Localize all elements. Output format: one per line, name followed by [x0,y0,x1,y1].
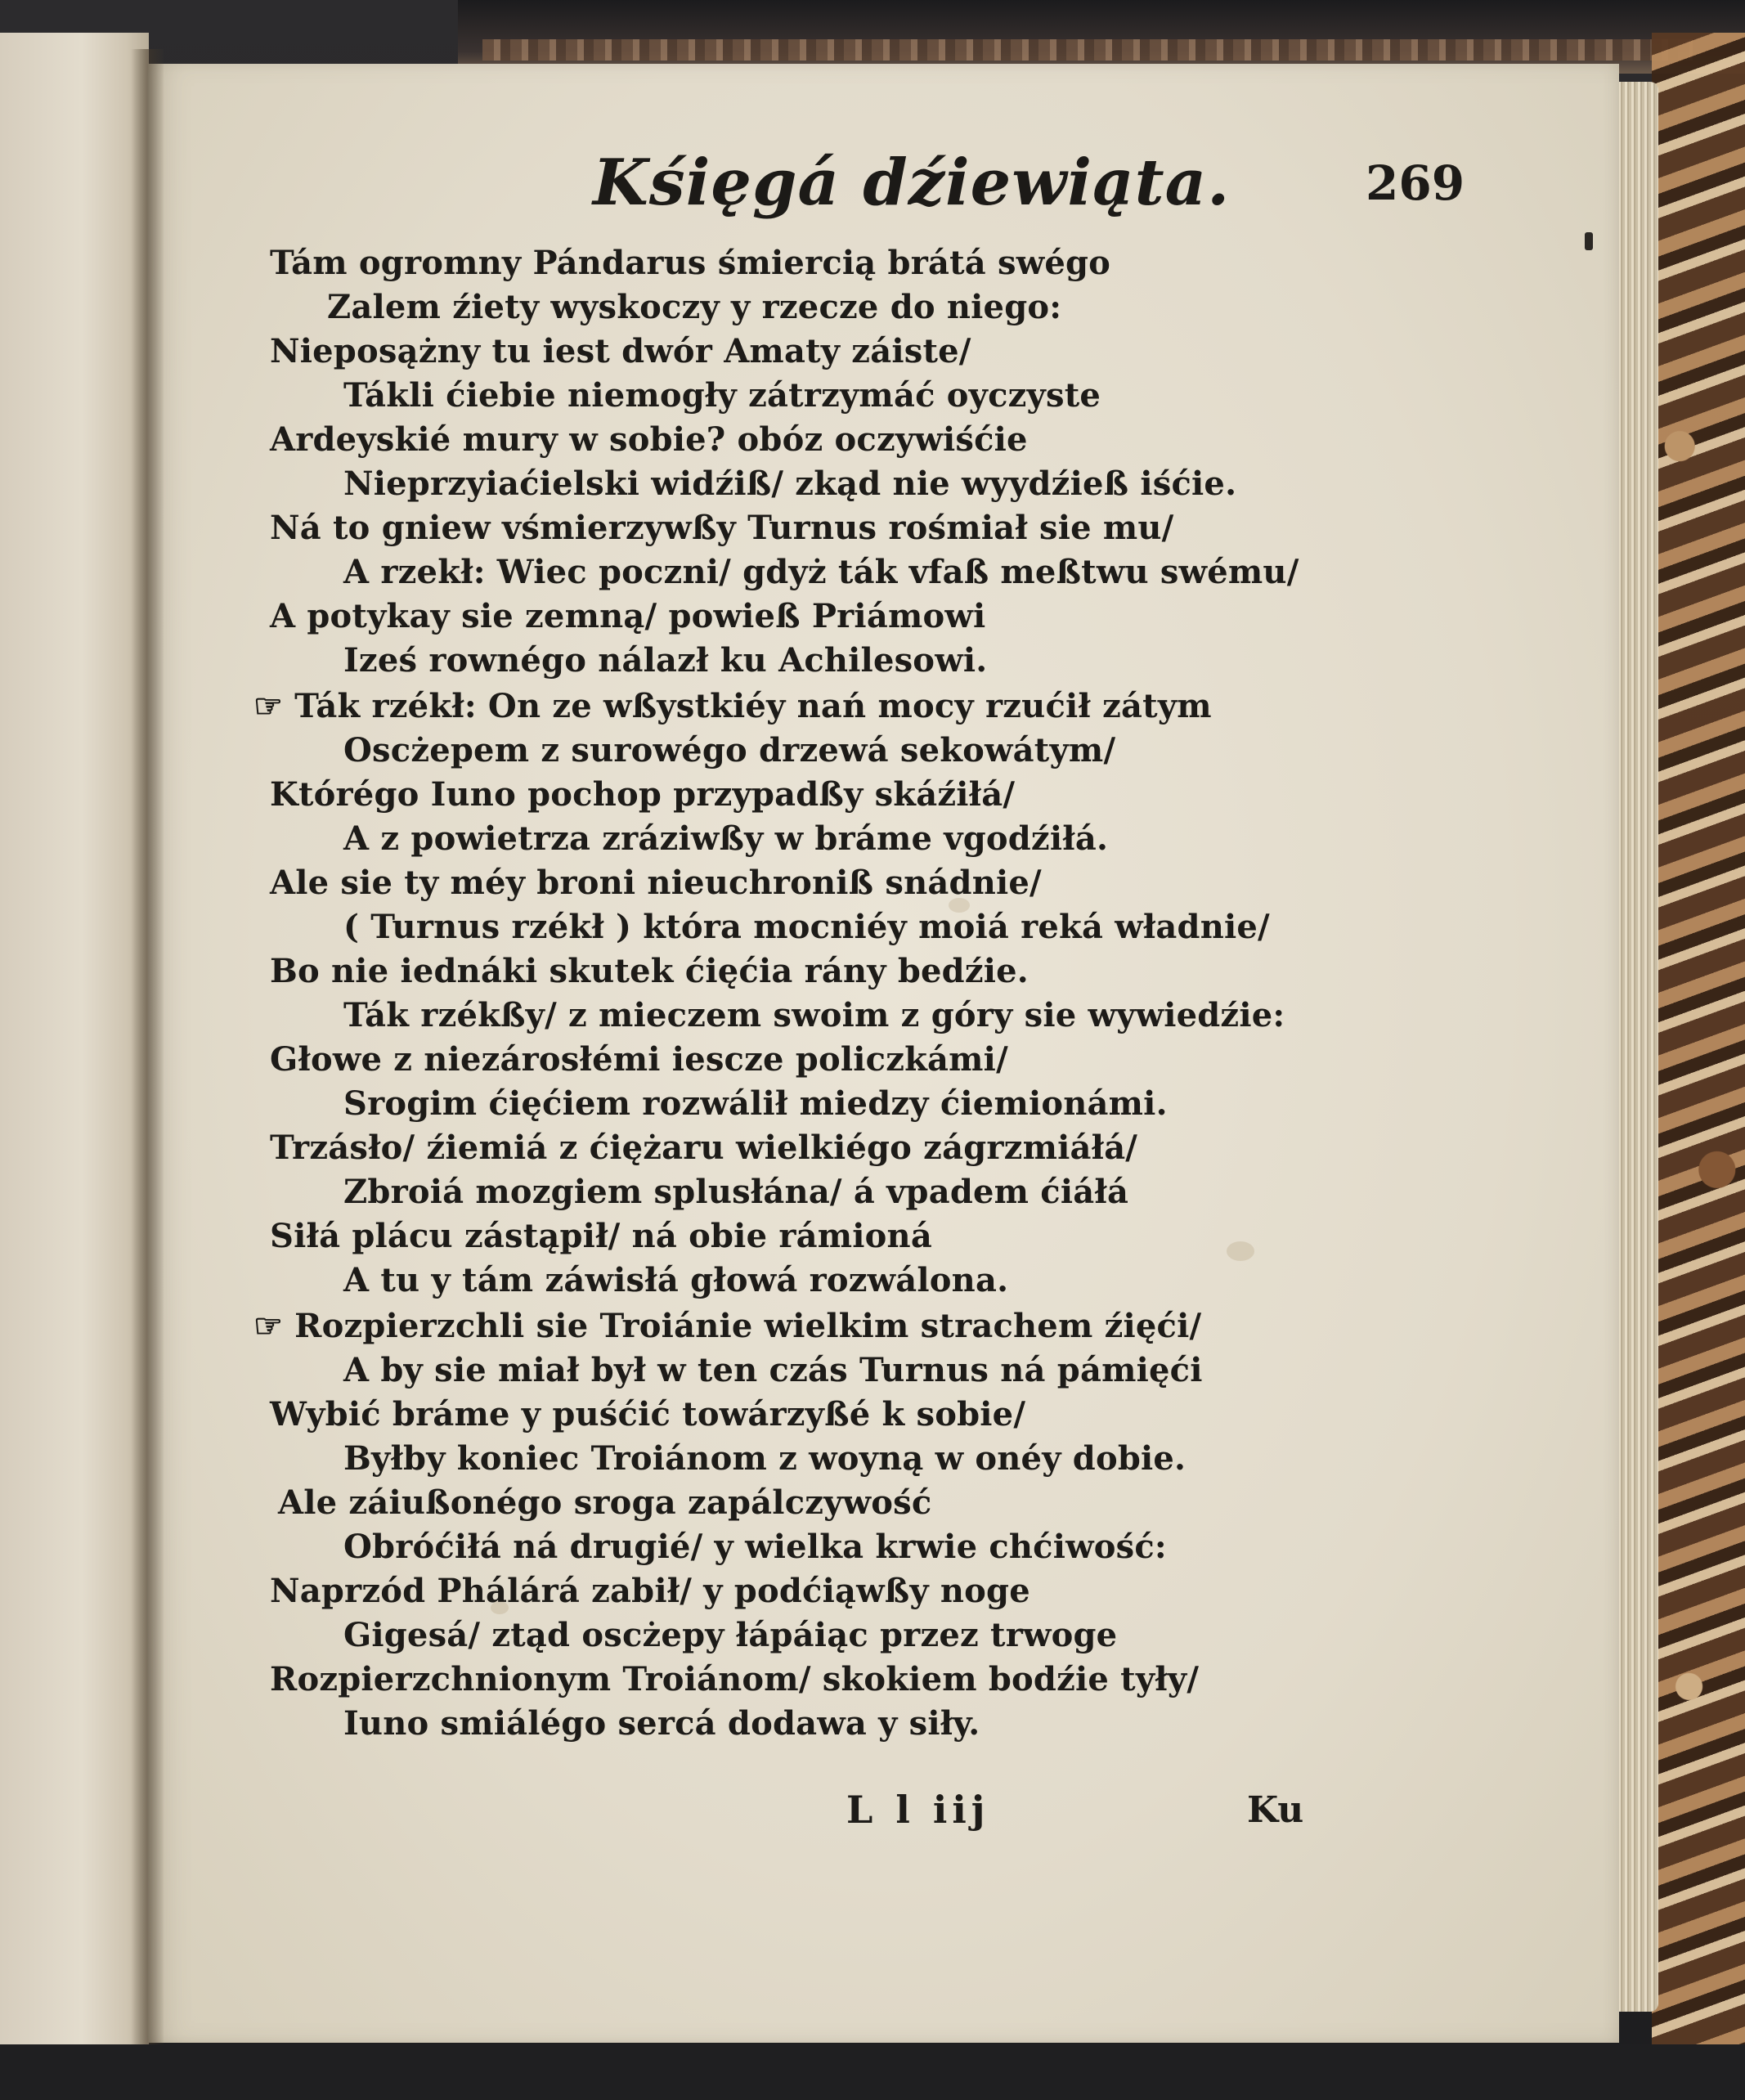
facing-page-left [0,33,149,2053]
verse-line: A rzekł: Wiec poczni/ gdyż ták vfaß meßtwu swému/ [343,553,1299,591]
verse-line: Zbroiá mozgiem splusłána/ á vpadem ćiáłá [343,1173,1129,1211]
verse-line: Naprzód Phálárá zabił/ y podćiąwßy noge [270,1572,1030,1610]
verse-line: A potykay sie zemną/ powieß Priámowi [270,597,986,635]
verse-line: Ale záiußonégo sroga zapálczywość [278,1483,932,1522]
scan-bottom-background [0,2044,1745,2100]
verse-line: Ná to gniew vśmierzywßy Turnus rośmiał sie mu/ [270,509,1174,547]
verse-line: Ale sie ty méy broni nieuchroniß snádnie/ [270,864,1042,902]
verse-line: Bo nie iednáki skutek ćięćia rány bedźie. [270,952,1029,990]
verse-line: Siłá plácu zástąpił/ ná obie rámioná [270,1217,932,1255]
verse-line: Nieprzyiaćielski widźiß/ zkąd nie wyydźieß iśćie. [343,464,1237,503]
signature-mark: L l iij [846,1788,990,1832]
gutter-shadow [131,49,164,2044]
verse-line: Ardeyskié mury w sobie? obóz oczywiśćie [270,420,1028,459]
verse-line: Wybić bráme y puśćić towárzyßé k sobie/ [270,1395,1026,1434]
verse-line: A tu y tám záwisłá głowá rozwálona. [343,1261,1009,1299]
verse-line: ☞ Rozpierzchli sie Troiánie wielkim strachem źięći/ [253,1307,1202,1345]
verse-line: Oscżepem z surowégo drzewá sekowátym/ [343,731,1116,770]
verse-line: Rozpierzchnionym Troiánom/ skokiem bodźie tyły/ [270,1660,1200,1698]
catchword: Ku [1247,1789,1304,1831]
running-head: Kśięgá dźiewiąta. [593,146,1231,220]
verse-line: Trzásło/ źiemiá z ćiężaru wielkiégo zágrzmiáłá/ [270,1129,1138,1167]
verse-line: A by sie miał był w ten czás Turnus ná pámięći [343,1351,1203,1389]
verse-line: Gigesá/ ztąd oscżepy łápáiąc przez trwoge [343,1616,1118,1654]
verse-block [147,64,1619,2043]
verse-line: Tákli ćiebie niemogły zátrzymáć oyczyste [343,376,1101,415]
book-cover-top [458,0,1745,74]
book-page [147,64,1619,2043]
verse-line: Ták rzékßy/ z mieczem swoim z góry sie wywiedźie: [343,996,1285,1034]
verse-line: Tám ogromny Pándarus śmiercią brátá swégo [270,244,1111,282]
verse-line: Obróćiłá ná drugié/ y wielka krwie chćiwość: [343,1528,1167,1566]
verse-line: Byłby koniec Troiánom z woyną w onéy dobie. [343,1439,1187,1478]
verse-line: Nieposążny tu iest dwór Amaty záiste/ [270,332,971,370]
verse-line: Iuno smiálégo sercá dodawa y siły. [343,1704,980,1743]
marbled-cover-right [1652,33,1745,2100]
cover-top-edge [482,39,1693,61]
verse-line: ☞ Ták rzékł: On ze wßystkiéy nań mocy rzućił zátym [253,687,1212,725]
verse-line: ( Turnus rzékł ) która mocniéy moiá reká władnie/ [343,908,1270,946]
verse-line: Iześ rownégo nálazł ku Achilesowi. [343,641,988,680]
verse-line: Srogim ćięćiem rozwálił miedzy ćiemionámi. [343,1084,1168,1123]
page-number: 269 [1366,155,1465,211]
verse-line: Zalem źiety wyskoczy y rzecze do niego: [327,288,1062,326]
verse-line: Głowe z niezárosłémi iescze policzkámi/ [270,1040,1008,1079]
verse-line: Którégo Iuno pochop przypadßy skáźiłá/ [270,775,1016,814]
verse-line: A z powietrza zráziwßy w bráme vgodźiłá. [343,819,1109,858]
